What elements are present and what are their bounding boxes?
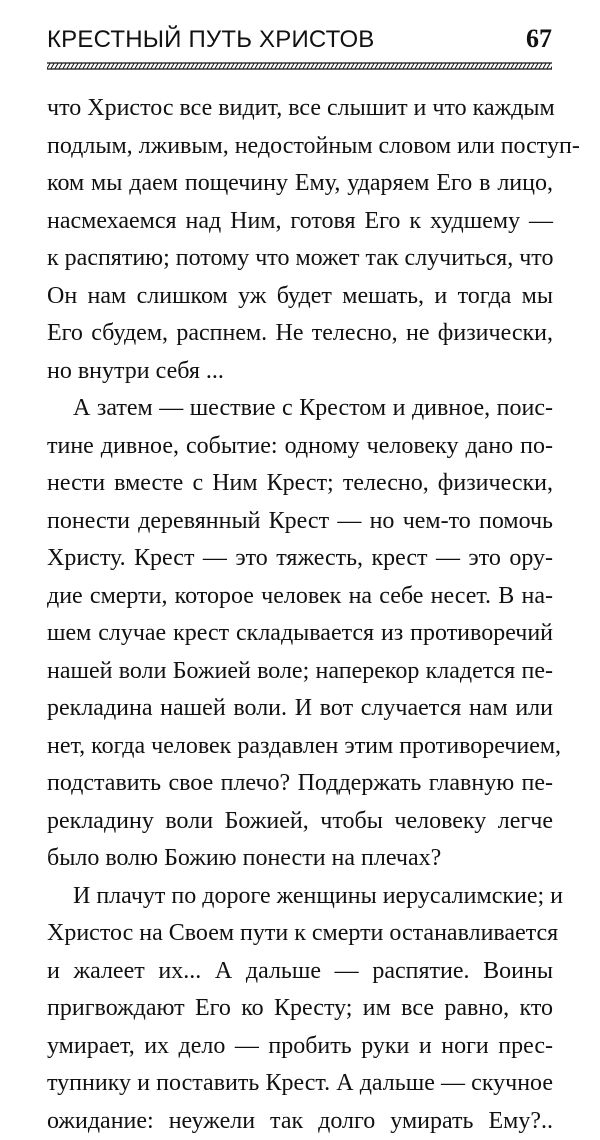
text-line: тупнику и поставить Крест. А дальше — скучное <box>47 1065 553 1103</box>
text-line: пригвождают Его ко Кресту; им все равно, кто <box>47 990 553 1028</box>
paragraph <box>47 390 553 878</box>
text-line: И плачут по дороге женщины иерусалимские; и <box>47 878 553 916</box>
text-line: но внутри себя ... <box>47 353 553 391</box>
text-line: Христу. Крест — это тяжесть, крест — это ору- <box>47 540 553 578</box>
text-line: Он нам слишком уж будет мешать, и тогда мы <box>47 278 553 316</box>
text-line: тине дивное, событие: одному человеку дано по- <box>47 428 553 466</box>
text-line: к распятию; потому что может так случиться, что <box>47 240 553 278</box>
text-line: рекладину воли Божией, чтобы человеку легче <box>47 803 553 841</box>
text-line: Его сбудем, распнем. Не телесно, не физически, <box>47 315 553 353</box>
running-head <box>47 24 552 58</box>
body-text <box>47 90 553 1140</box>
header-rule <box>47 62 552 70</box>
text-line: шем случае крест складывается из противоречий <box>47 615 553 653</box>
text-line: насмехаемся над Ним, готовя Его к худшему — <box>47 203 553 241</box>
text-line: ком мы даем пощечину Ему, ударяем Его в лицо, <box>47 165 553 203</box>
text-line: подставить свое плечо? Поддержать главную пе- <box>47 765 553 803</box>
text-line: А затем — шествие с Крестом и дивное, поис- <box>47 390 553 428</box>
text-line: рекладина нашей воли. И вот случается нам или <box>47 690 553 728</box>
text-line: понести деревянный Крест — но чем-то помочь <box>47 503 553 541</box>
text-line: подлым, лживым, недостойным словом или поступ- <box>47 128 553 166</box>
text-line: нашей воли Божией воле; наперекор кладется пе- <box>47 653 553 691</box>
paragraph <box>47 878 553 1140</box>
page-number: 67 <box>526 24 552 54</box>
paragraph <box>47 90 553 390</box>
text-line: нет, когда человек раздавлен этим противоречием, <box>47 728 553 766</box>
text-line: нести вместе с Ним Крест; телесно, физически, <box>47 465 553 503</box>
running-title: КРЕСТНЫЙ ПУТЬ ХРИСТОВ <box>47 26 375 54</box>
text-line: умирает, их дело — пробить руки и ноги прес- <box>47 1028 553 1066</box>
decorative-rope-rule <box>47 62 552 70</box>
text-line: и жалеет их... А дальше — распятие. Воины <box>47 953 553 991</box>
text-line: дие смерти, которое человек на себе несет. В на- <box>47 578 553 616</box>
text-line: ожидание: неужели так долго умирать Ему?.. <box>47 1103 553 1140</box>
text-line: Христос на Своем пути к смерти останавливается <box>47 915 553 953</box>
text-line: что Христос все видит, все слышит и что каждым <box>47 90 553 128</box>
text-line: было волю Божию понести на плечах? <box>47 840 553 878</box>
